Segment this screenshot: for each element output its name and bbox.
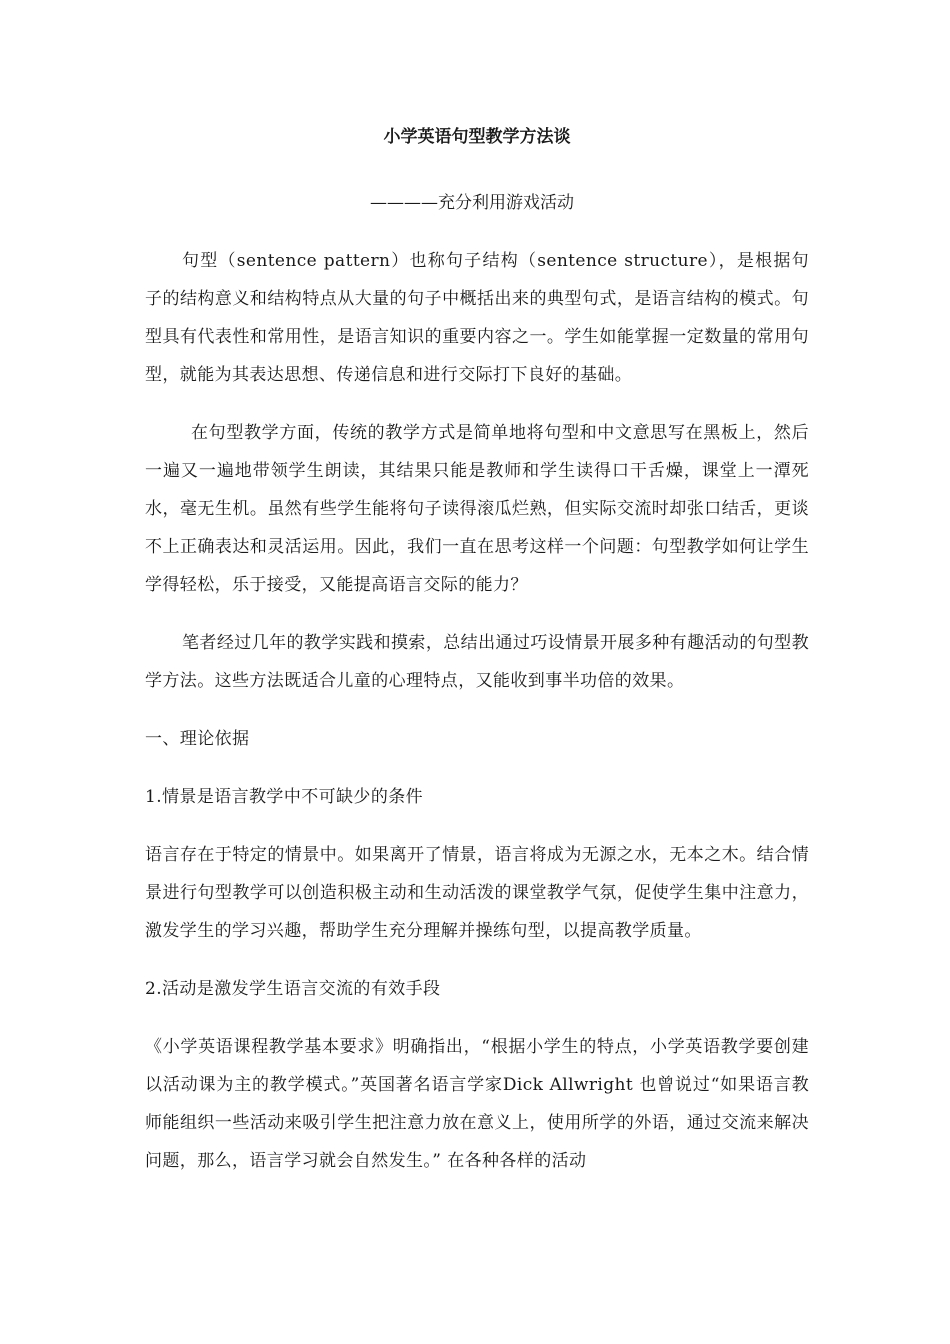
subheading-activity: 2.活动是激发学生语言交流的有效手段: [145, 979, 441, 999]
paragraph-author-summary: 笔者经过几年的教学实践和摸索，总结出通过巧设情景开展多种有趣活动的句型教学方法。这些方法既适合儿童的心理特点，又能收到事半功倍的效果。: [145, 633, 809, 691]
paragraph-intro: 句型（sentence pattern）也称句子结构（sentence structure），是根据句子的结构意义和结构特点从大量的句子中概括出来的典型句式，是语言结构的模式。句型具有代表性和常用性，是语言知识的重要内容之一。学生如能掌握一定数量的常用句型，就能为其表达思想、传递信息和进行交际打下良好的基础。: [145, 251, 809, 385]
document-subtitle: ————充分利用游戏活动: [370, 193, 574, 213]
paragraph-situation: 语言存在于特定的情景中。如果离开了情景，语言将成为无源之水，无本之木。结合情景进行句型教学可以创造积极主动和生动活泼的课堂教学气氛，促使学生集中注意力，激发学生的学习兴趣，帮助学生充分理解并操练句型，以提高教学质量。: [145, 845, 809, 941]
document-title: 小学英语句型教学方法谈: [383, 127, 571, 147]
paragraph-activity: 《小学英语课程教学基本要求》明确指出，“根据小学生的特点，小学英语教学要创建以活动课为主的教学模式。”英国著名语言学家Dick Allwright 也曾说过“如果语言教师能组织一些活动来吸引学生把注意力放在意义上，使用所学的外语，通过交流来解决问题，那么，语言学习就会自然发生。” 在各种各样的活动: [145, 1037, 809, 1171]
document-page: [145, 118, 809, 1180]
paragraph-traditional-method: 在句型教学方面，传统的教学方式是简单地将句型和中文意思写在黑板上，然后一遍又一遍地带领学生朗读，其结果只能是教师和学生读得口干舌燥，课堂上一潭死水，毫无生机。虽然有些学生能将句子读得滚瓜烂熟，但实际交流时却张口结舌，更谈不上正确表达和灵活运用。因此，我们一直在思考这样一个问题：句型教学如何让学生学得轻松，乐于接受，又能提高语言交际的能力？: [145, 423, 809, 595]
section-heading-theory: 一、理论依据: [145, 729, 250, 749]
subheading-situation: 1.情景是语言教学中不可缺少的条件: [145, 787, 424, 807]
